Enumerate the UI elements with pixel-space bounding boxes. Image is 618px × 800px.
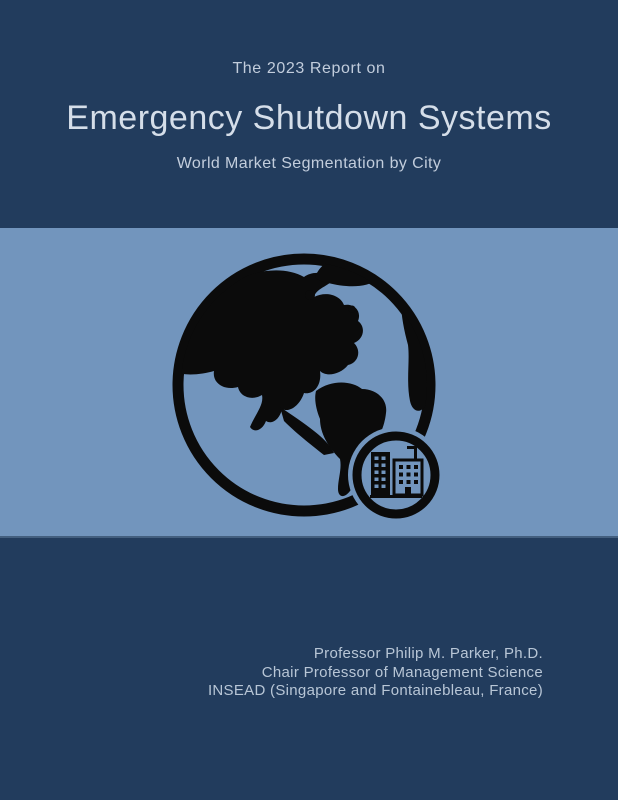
page-subtitle: World Market Segmentation by City <box>176 155 442 172</box>
title-block <box>0 0 618 228</box>
report-kicker: The 2023 Report on <box>232 60 386 77</box>
author-role: Chair Professor of Management Science <box>261 663 543 681</box>
city-buildings-icon <box>348 427 444 523</box>
author-name: Professor Philip M. Parker, Ph.D. <box>313 645 543 662</box>
author-block <box>0 538 618 800</box>
author-affiliation: INSEAD (Singapore and Fontainebleau, France) <box>207 682 543 699</box>
globe-americas-icon <box>168 251 450 527</box>
hero-band <box>0 228 618 538</box>
page-title: Emergency Shutdown Systems <box>66 99 552 137</box>
